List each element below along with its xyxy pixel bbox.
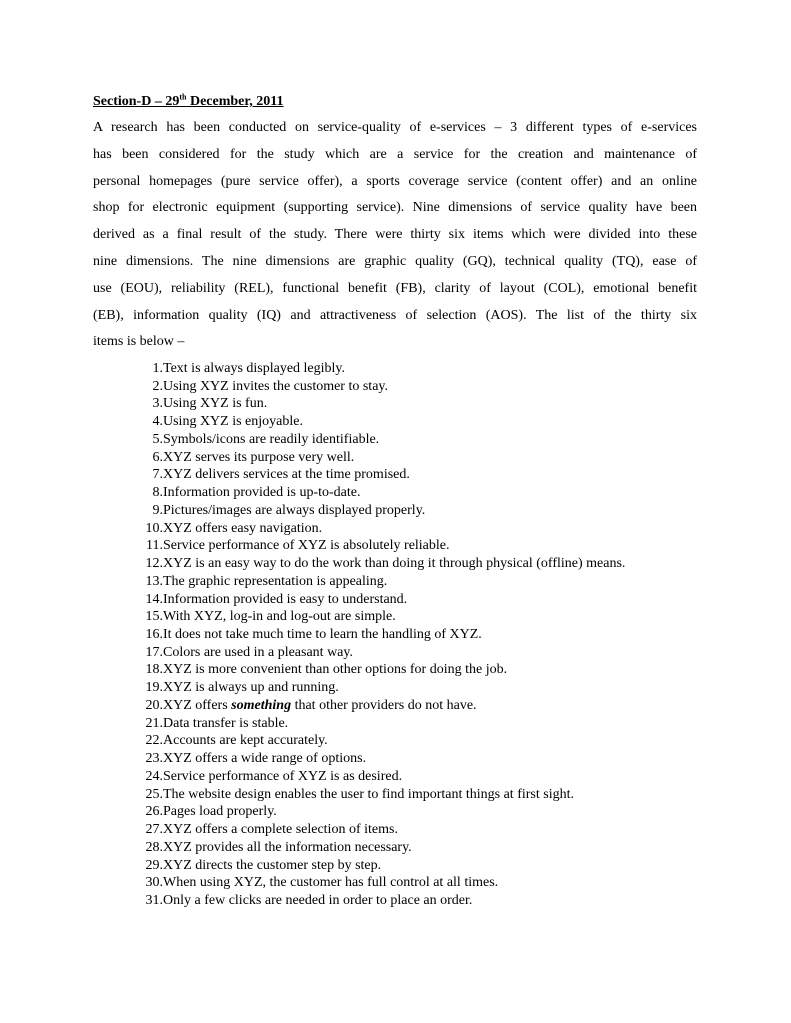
- intro-line: has been considered for the study which are a service for the creation and maintenance of: [93, 146, 697, 162]
- item-text: XYZ offers a wide range of options.: [163, 751, 367, 767]
- item-text: XYZ serves its purpose very well.: [163, 449, 355, 465]
- intro-line: personal homepages (pure service offer), a sports coverage service (content offer) and an online: [93, 173, 697, 189]
- item-number: 18.: [145, 662, 163, 678]
- item-text: Information provided is easy to understand.: [163, 591, 408, 607]
- item-text-emphasis: something: [231, 697, 292, 713]
- item-number: 5.: [152, 431, 163, 447]
- item-text: Pictures/images are always displayed properly.: [163, 502, 426, 518]
- item-number: 21.: [145, 715, 163, 731]
- list-item: [138, 786, 625, 804]
- item-text: Pages load properly.: [163, 804, 277, 820]
- section-heading: [93, 92, 284, 112]
- intro-line: (EB), information quality (IQ) and attractiveness of selection (AOS). The list of the thirty six: [93, 307, 697, 323]
- item-number: 11.: [146, 538, 163, 554]
- item-text: It does not take much time to learn the handling of XYZ.: [163, 627, 482, 643]
- items-list: [138, 360, 625, 910]
- item-text: Data transfer is stable.: [163, 715, 289, 731]
- item-text: Accounts are kept accurately.: [163, 733, 328, 749]
- item-number: 17.: [145, 644, 163, 660]
- intro-paragraph: [93, 115, 697, 356]
- item-number: 6.: [152, 449, 163, 465]
- item-number: 29.: [145, 857, 163, 873]
- item-text: XYZ directs the customer step by step.: [163, 857, 382, 873]
- heading-prefix: Section-D – 29: [93, 94, 180, 109]
- item-text-after: that other providers do not have.: [291, 697, 477, 713]
- item-number: 27.: [145, 822, 163, 838]
- item-text: XYZ offers a complete selection of items.: [163, 822, 398, 838]
- list-item: [138, 395, 625, 413]
- intro-line: nine dimensions. The nine dimensions are graphic quality (GQ), technical quality (TQ), ease of: [93, 253, 697, 269]
- intro-line: derived as a final result of the study. There were thirty six items which were divided into these: [93, 227, 697, 243]
- item-text: XYZ delivers services at the time promised.: [163, 467, 410, 483]
- list-item: [138, 431, 625, 449]
- list-item: [138, 591, 625, 609]
- list-item: [138, 484, 625, 502]
- item-number: 3.: [152, 396, 163, 412]
- list-item: [138, 626, 625, 644]
- list-item: [138, 520, 625, 538]
- item-number: 15.: [145, 609, 163, 625]
- item-number: 19.: [145, 680, 163, 696]
- item-number: 9.: [152, 502, 163, 518]
- heading-suffix: December, 2011: [186, 94, 284, 109]
- item-number: 20.: [145, 697, 163, 713]
- intro-line: use (EOU), reliability (REL), functional benefit (FB), clarity of layout (COL), emotional benefit: [93, 280, 697, 296]
- intro-line: items is below –: [93, 334, 185, 350]
- item-text: The graphic representation is appealing.: [163, 573, 388, 589]
- item-number: 10.: [145, 520, 163, 536]
- item-text: XYZ is an easy way to do the work than doing it through physical (offline) means.: [163, 556, 626, 572]
- list-item: [138, 715, 625, 733]
- list-item: [138, 555, 625, 573]
- item-text: XYZ provides all the information necessary.: [163, 839, 412, 855]
- list-item: [138, 413, 625, 431]
- list-item: [138, 750, 625, 768]
- item-text: [163, 697, 477, 715]
- list-item: [138, 732, 625, 750]
- item-text: Colors are used in a pleasant way.: [163, 644, 353, 660]
- list-item: [138, 697, 625, 715]
- item-number: 16.: [145, 627, 163, 643]
- item-number: 4.: [152, 414, 163, 430]
- item-text: Using XYZ is fun.: [163, 396, 268, 412]
- list-item: [138, 449, 625, 467]
- item-text: Only a few clicks are needed in order to place an order.: [163, 893, 473, 909]
- list-item: [138, 874, 625, 892]
- list-item: [138, 839, 625, 857]
- list-item: [138, 768, 625, 786]
- list-item: [138, 857, 625, 875]
- item-number: 14.: [145, 591, 163, 607]
- intro-line: A research has been conducted on service-quality of e-services – 3 different types of e-services: [93, 120, 697, 135]
- item-text: XYZ offers easy navigation.: [163, 520, 323, 536]
- item-text: Using XYZ is enjoyable.: [163, 414, 303, 430]
- list-item: [138, 573, 625, 591]
- item-number: 7.: [152, 467, 163, 483]
- list-item: [138, 821, 625, 839]
- list-item: [138, 466, 625, 484]
- list-item: [138, 537, 625, 555]
- item-text: Text is always displayed legibly.: [163, 361, 346, 376]
- item-number: 1.: [152, 361, 163, 376]
- list-item: [138, 644, 625, 662]
- item-number: 30.: [145, 875, 163, 891]
- list-item: [138, 803, 625, 821]
- item-number: 13.: [145, 573, 163, 589]
- item-number: 12.: [145, 556, 163, 572]
- item-text: Service performance of XYZ is absolutely reliable.: [163, 538, 450, 554]
- list-item: [138, 661, 625, 679]
- item-text: With XYZ, log-in and log-out are simple.: [163, 609, 396, 625]
- item-text: Information provided is up-to-date.: [163, 485, 361, 501]
- item-text: Service performance of XYZ is as desired.: [163, 768, 403, 784]
- list-item: [138, 608, 625, 626]
- item-text: Using XYZ invites the customer to stay.: [163, 378, 389, 394]
- item-number: 2.: [152, 378, 163, 394]
- list-item: [138, 679, 625, 697]
- item-text: Symbols/icons are readily identifiable.: [163, 431, 380, 447]
- heading-superscript: th: [179, 92, 187, 102]
- item-number: 22.: [145, 733, 163, 749]
- item-number: 24.: [145, 768, 163, 784]
- list-item: [138, 892, 625, 910]
- item-text: The website design enables the user to find important things at first sight.: [163, 786, 574, 802]
- item-number: 25.: [145, 786, 163, 802]
- intro-line: shop for electronic equipment (supporting service). Nine dimensions of service quality have been: [93, 200, 697, 216]
- item-number: 8.: [152, 485, 163, 501]
- item-text: XYZ is more convenient than other options for doing the job.: [163, 662, 508, 678]
- list-item: [138, 502, 625, 520]
- item-number: 26.: [145, 804, 163, 820]
- item-text-before: XYZ offers: [163, 697, 232, 713]
- list-item: [138, 360, 625, 378]
- item-number: 28.: [145, 839, 163, 855]
- item-text: XYZ is always up and running.: [163, 680, 339, 696]
- item-number: 23.: [145, 751, 163, 767]
- list-item: [138, 378, 625, 396]
- item-number: 31.: [145, 893, 163, 909]
- item-text: When using XYZ, the customer has full control at all times.: [163, 875, 499, 891]
